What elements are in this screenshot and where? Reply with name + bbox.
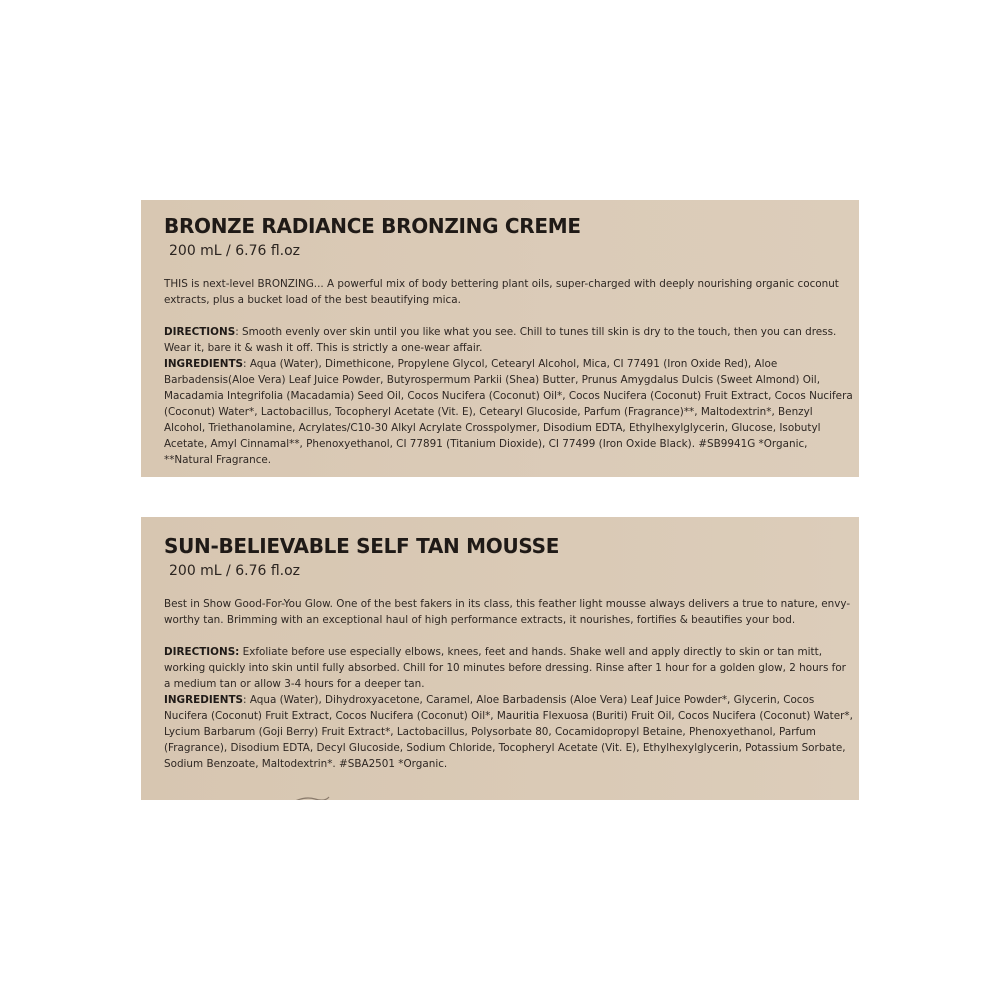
directions-text: Exfoliate before use especially elbows, knees, feet and hands. Shake well and apply directly to skin or tan mitt, working quickly into skin until fully absorbed. Chill for 10 minutes before dressing. Rinse after 1 hour for a golden glow, 2 hours for a medium tan or allow 3-4 hours for a deeper tan. <box>164 646 846 690</box>
directions-paragraph <box>164 644 853 692</box>
ingredients-paragraph <box>164 356 853 468</box>
product-title: SUN-BELIEVABLE SELF TAN MOUSSE <box>164 534 560 558</box>
product-description: THIS is next-level BRONZING... A powerful mix of body bettering plant oils, super-charged with deeply nourishing organic coconut extracts, plus a bucket load of the best beautifying mica. <box>164 278 839 306</box>
product-label-self-tan-mousse <box>141 517 859 800</box>
product-label-bronzing-creme <box>141 200 859 477</box>
ingredients-label: INGREDIENTS <box>164 694 244 706</box>
product-size: 200 mL / 6.76 fl.oz <box>169 243 301 259</box>
decorative-stroke-icon <box>291 794 331 800</box>
directions-paragraph <box>164 324 853 356</box>
ingredients-label: INGREDIENTS <box>164 358 244 370</box>
ingredients-paragraph <box>164 692 853 772</box>
product-title: BRONZE RADIANCE BRONZING CREME <box>164 214 581 238</box>
directions-label: DIRECTIONS: <box>164 646 240 658</box>
ingredients-text: : Aqua (Water), Dihydroxyacetone, Caramel, Aloe Barbadensis (Aloe Vera) Leaf Juice Powder*, Glycerin, Cocos Nucifera (Coconut) Fruit Extract, Cocos Nucifera (Coconut) Oil*, Mauritia Flexuosa (Buriti) Fruit Oil, Cocos Nucifera (Coconut) Water*, Lycium Barbarum (Goji Berry) Fruit Extract*, Lactobacillus, Polysorbate 80, Cocamidopropyl Betaine, Phenoxyethanol, Parfum (Fragrance), Disodium EDTA, Decyl Glucoside, Sodium Chloride, Tocopheryl Acetate (Vit. E), Ethylhexylglycerin, Potassium Sorbate, Sodium Benzoate, Maltodextrin*. #SBA2501 *Organic. <box>164 694 853 770</box>
directions-label: DIRECTIONS <box>164 326 236 338</box>
product-description: Best in Show Good-For-You Glow. One of the best fakers in its class, this feather light mousse always delivers a true to nature, envy-worthy tan. Brimming with an exceptional haul of high performance extracts, it nourishes, fortifies & beautifies your bod. <box>164 598 851 626</box>
product-size: 200 mL / 6.76 fl.oz <box>169 563 301 579</box>
ingredients-text: : Aqua (Water), Dimethicone, Propylene Glycol, Cetearyl Alcohol, Mica, CI 77491 (Iron Oxide Red), Aloe Barbadensis(Aloe Vera) Leaf Juice Powder, Butyrospermum Parkii (Shea) Butter, Prunus Amygdalus Dulcis (Sweet Almond) Oil, Macadamia Integrifolia (Macadamia) Seed Oil, Cocos Nucifera (Coconut) Oil*, Cocos Nucifera (Coconut) Fruit Extract, Cocos Nucifera (Coconut) Water*, Lactobacillus, Tocopheryl Acetate (Vit. E), Cetearyl Glucoside, Parfum (Fragrance)**, Maltodextrin*, Benzyl Alcohol, Triethanolamine, Acrylates/C10-30 Alkyl Acrylate Crosspolymer, Disodium EDTA, Ethylhexylglycerin, Glucose, Isobutyl Acetate, Amyl Cinnamal**, Phenoxyethanol, CI 77891 (Titanium Dioxide), CI 77499 (Iron Oxide Black). #SB9941G *Organic, **Natural Fragrance. <box>164 358 853 466</box>
directions-text: : Smooth evenly over skin until you like what you see. Chill to tunes till skin is dry to the touch, then you can dress. Wear it, bare it & wash it off. This is strictly a one-wear affair. <box>164 326 837 354</box>
